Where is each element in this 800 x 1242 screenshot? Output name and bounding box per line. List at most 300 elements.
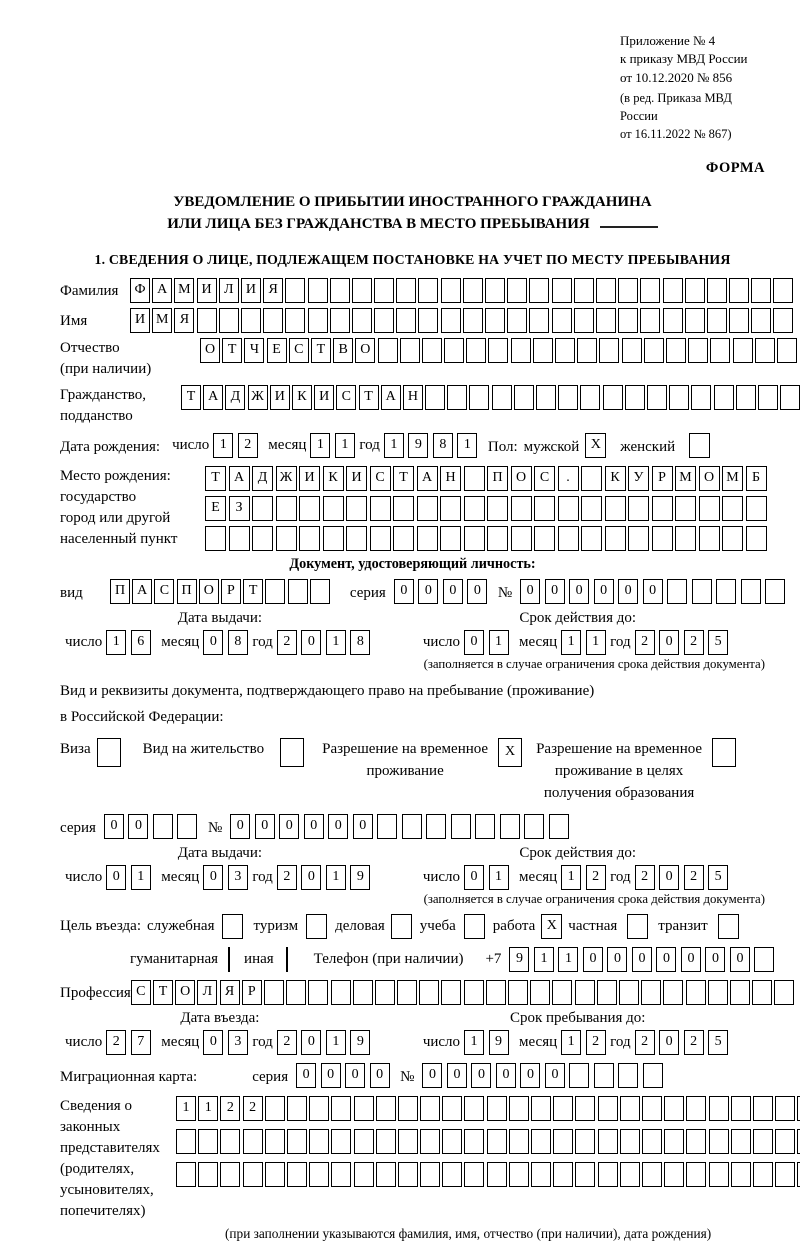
char-cell[interactable]: И	[241, 278, 261, 303]
checkbox-residence-permit[interactable]	[280, 738, 304, 767]
char-cell[interactable]	[552, 278, 572, 303]
char-cell[interactable]: С	[370, 466, 391, 491]
char-cell[interactable]	[400, 338, 420, 363]
char-cell[interactable]: А	[417, 466, 438, 491]
char-cell[interactable]: О	[199, 579, 219, 604]
checkbox-visa[interactable]	[97, 738, 121, 767]
char-cell[interactable]	[331, 1129, 351, 1154]
char-cell[interactable]	[699, 526, 720, 551]
char-cell[interactable]	[419, 980, 439, 1005]
char-cell[interactable]	[442, 1129, 462, 1154]
char-cell[interactable]	[686, 1162, 706, 1187]
char-cell[interactable]: 0	[730, 947, 750, 972]
char-cell[interactable]: 5	[708, 1030, 728, 1055]
char-cell[interactable]	[647, 385, 667, 410]
char-cell[interactable]	[531, 1162, 551, 1187]
char-cell[interactable]: 0	[418, 579, 438, 604]
char-cell[interactable]	[308, 308, 328, 333]
char-cell[interactable]	[620, 1129, 640, 1154]
char-cell[interactable]: 0	[321, 1063, 341, 1088]
char-cell[interactable]	[464, 1129, 484, 1154]
char-cell[interactable]	[596, 278, 616, 303]
char-cell[interactable]	[688, 338, 708, 363]
checkbox-purpose-tourism[interactable]	[306, 914, 327, 939]
char-cell[interactable]	[397, 980, 417, 1005]
char-cell[interactable]: 0	[632, 947, 652, 972]
char-cell[interactable]: С	[336, 385, 356, 410]
char-cell[interactable]: 1	[457, 433, 477, 458]
char-cell[interactable]: С	[534, 466, 555, 491]
char-cell[interactable]	[463, 308, 483, 333]
char-cell[interactable]	[708, 980, 728, 1005]
char-cell[interactable]	[753, 1096, 773, 1121]
char-cell[interactable]	[666, 338, 686, 363]
char-cell[interactable]	[553, 1096, 573, 1121]
char-cell[interactable]: 0	[345, 1063, 365, 1088]
checkbox-purpose-official[interactable]	[222, 914, 243, 939]
checkbox-purpose-private[interactable]	[627, 914, 648, 939]
char-cell[interactable]	[488, 338, 508, 363]
char-cell[interactable]	[442, 1162, 462, 1187]
char-cell[interactable]	[464, 526, 485, 551]
char-cell[interactable]	[628, 496, 649, 521]
char-cell[interactable]	[663, 980, 683, 1005]
char-cell[interactable]	[323, 526, 344, 551]
char-cell[interactable]: А	[229, 466, 250, 491]
char-cell[interactable]: 1	[310, 433, 330, 458]
char-cell[interactable]	[641, 980, 661, 1005]
char-cell[interactable]	[699, 496, 720, 521]
char-cell[interactable]	[603, 385, 623, 410]
char-cell[interactable]: Ф	[130, 278, 150, 303]
char-cell[interactable]	[663, 278, 683, 303]
char-cell[interactable]: 5	[708, 630, 728, 655]
char-cell[interactable]	[393, 496, 414, 521]
char-cell[interactable]: 1	[561, 630, 581, 655]
char-cell[interactable]	[310, 579, 330, 604]
char-cell[interactable]	[288, 579, 308, 604]
char-cell[interactable]	[198, 1162, 218, 1187]
char-cell[interactable]: 1	[561, 865, 581, 890]
char-cell[interactable]	[492, 385, 512, 410]
char-cell[interactable]	[331, 1162, 351, 1187]
char-cell[interactable]: 2	[586, 865, 606, 890]
char-cell[interactable]: О	[511, 466, 532, 491]
char-cell[interactable]	[426, 814, 446, 839]
char-cell[interactable]: 2	[277, 1030, 297, 1055]
char-cell[interactable]	[709, 1162, 729, 1187]
char-cell[interactable]	[441, 980, 461, 1005]
char-cell[interactable]: 2	[684, 865, 704, 890]
char-cell[interactable]: М	[722, 466, 743, 491]
char-cell[interactable]	[691, 385, 711, 410]
char-cell[interactable]	[752, 980, 772, 1005]
char-cell[interactable]	[393, 526, 414, 551]
char-cell[interactable]: 3	[228, 1030, 248, 1055]
char-cell[interactable]	[774, 980, 794, 1005]
char-cell[interactable]: 2	[635, 865, 655, 890]
char-cell[interactable]	[730, 980, 750, 1005]
char-cell[interactable]	[664, 1162, 684, 1187]
char-cell[interactable]	[729, 278, 749, 303]
char-cell[interactable]: 1	[558, 947, 578, 972]
char-cell[interactable]	[575, 1096, 595, 1121]
char-cell[interactable]	[524, 814, 544, 839]
char-cell[interactable]	[642, 1129, 662, 1154]
char-cell[interactable]	[716, 579, 736, 604]
char-cell[interactable]	[442, 1096, 462, 1121]
char-cell[interactable]: 2	[635, 630, 655, 655]
char-cell[interactable]	[464, 1162, 484, 1187]
char-cell[interactable]	[287, 1096, 307, 1121]
char-cell[interactable]: В	[333, 338, 353, 363]
char-cell[interactable]	[370, 526, 391, 551]
char-cell[interactable]	[552, 980, 572, 1005]
char-cell[interactable]: 2	[586, 1030, 606, 1055]
char-cell[interactable]	[418, 278, 438, 303]
char-cell[interactable]	[425, 385, 445, 410]
char-cell[interactable]	[507, 278, 527, 303]
char-cell[interactable]	[536, 385, 556, 410]
char-cell[interactable]	[398, 1162, 418, 1187]
char-cell[interactable]	[509, 1096, 529, 1121]
char-cell[interactable]: С	[131, 980, 151, 1005]
char-cell[interactable]: 0	[203, 865, 223, 890]
char-cell[interactable]	[396, 308, 416, 333]
char-cell[interactable]: 1	[335, 433, 355, 458]
char-cell[interactable]: 7	[131, 1030, 151, 1055]
char-cell[interactable]	[396, 278, 416, 303]
char-cell[interactable]	[581, 526, 602, 551]
char-cell[interactable]	[574, 308, 594, 333]
checkbox-purpose-business[interactable]	[391, 914, 412, 939]
char-cell[interactable]	[475, 814, 495, 839]
char-cell[interactable]	[376, 1096, 396, 1121]
char-cell[interactable]	[451, 814, 471, 839]
char-cell[interactable]	[220, 1129, 240, 1154]
char-cell[interactable]	[265, 1162, 285, 1187]
char-cell[interactable]: И	[346, 466, 367, 491]
char-cell[interactable]: 0	[464, 865, 484, 890]
char-cell[interactable]: 0	[659, 1030, 679, 1055]
char-cell[interactable]	[596, 308, 616, 333]
char-cell[interactable]	[354, 1096, 374, 1121]
char-cell[interactable]	[667, 579, 687, 604]
char-cell[interactable]	[685, 278, 705, 303]
char-cell[interactable]: 0	[545, 1063, 565, 1088]
char-cell[interactable]: 0	[705, 947, 725, 972]
char-cell[interactable]: 1	[464, 1030, 484, 1055]
char-cell[interactable]	[753, 1162, 773, 1187]
char-cell[interactable]	[529, 308, 549, 333]
char-cell[interactable]: 9	[350, 1030, 370, 1055]
char-cell[interactable]	[299, 496, 320, 521]
char-cell[interactable]	[500, 814, 520, 839]
char-cell[interactable]	[533, 338, 553, 363]
char-cell[interactable]	[466, 338, 486, 363]
char-cell[interactable]	[331, 1096, 351, 1121]
checkbox-female[interactable]	[689, 433, 710, 458]
char-cell[interactable]	[352, 278, 372, 303]
char-cell[interactable]: 0	[106, 865, 126, 890]
char-cell[interactable]: П	[177, 579, 197, 604]
char-cell[interactable]: 8	[350, 630, 370, 655]
char-cell[interactable]	[736, 385, 756, 410]
char-cell[interactable]	[422, 338, 442, 363]
char-cell[interactable]	[487, 496, 508, 521]
char-cell[interactable]	[664, 1096, 684, 1121]
char-cell[interactable]	[252, 526, 273, 551]
char-cell[interactable]: 0	[370, 1063, 390, 1088]
char-cell[interactable]: 1	[213, 433, 233, 458]
char-cell[interactable]: 2	[106, 1030, 126, 1055]
char-cell[interactable]: 0	[594, 579, 614, 604]
char-cell[interactable]: Д	[252, 466, 273, 491]
char-cell[interactable]	[420, 1096, 440, 1121]
char-cell[interactable]	[229, 526, 250, 551]
char-cell[interactable]	[598, 1129, 618, 1154]
char-cell[interactable]: А	[152, 278, 172, 303]
char-cell[interactable]: 1	[534, 947, 554, 972]
char-cell[interactable]: А	[203, 385, 223, 410]
char-cell[interactable]	[417, 526, 438, 551]
char-cell[interactable]	[643, 1063, 663, 1088]
char-cell[interactable]	[553, 1129, 573, 1154]
char-cell[interactable]: Т	[222, 338, 242, 363]
char-cell[interactable]: К	[605, 466, 626, 491]
char-cell[interactable]	[464, 466, 485, 491]
char-cell[interactable]: О	[699, 466, 720, 491]
char-cell[interactable]: А	[381, 385, 401, 410]
char-cell[interactable]: Л	[197, 980, 217, 1005]
char-cell[interactable]	[353, 980, 373, 1005]
char-cell[interactable]	[176, 1162, 196, 1187]
char-cell[interactable]	[652, 496, 673, 521]
char-cell[interactable]: Т	[359, 385, 379, 410]
char-cell[interactable]	[574, 278, 594, 303]
char-cell[interactable]: Т	[205, 466, 226, 491]
char-cell[interactable]	[675, 526, 696, 551]
char-cell[interactable]: 0	[422, 1063, 442, 1088]
char-cell[interactable]	[177, 814, 197, 839]
char-cell[interactable]	[620, 1096, 640, 1121]
char-cell[interactable]	[376, 1162, 396, 1187]
char-cell[interactable]	[642, 1162, 662, 1187]
char-cell[interactable]	[709, 1096, 729, 1121]
char-cell[interactable]	[197, 308, 217, 333]
char-cell[interactable]: Я	[220, 980, 240, 1005]
char-cell[interactable]	[775, 1162, 795, 1187]
checkbox-purpose-transit[interactable]	[718, 914, 739, 939]
char-cell[interactable]	[418, 308, 438, 333]
char-cell[interactable]	[354, 1129, 374, 1154]
char-cell[interactable]: Е	[267, 338, 287, 363]
char-cell[interactable]: 0	[203, 1030, 223, 1055]
char-cell[interactable]: 3	[228, 865, 248, 890]
char-cell[interactable]: И	[299, 466, 320, 491]
char-cell[interactable]: 9	[350, 865, 370, 890]
char-cell[interactable]	[176, 1129, 196, 1154]
char-cell[interactable]: Т	[311, 338, 331, 363]
char-cell[interactable]	[511, 338, 531, 363]
char-cell[interactable]: 0	[128, 814, 148, 839]
char-cell[interactable]	[628, 526, 649, 551]
char-cell[interactable]	[729, 308, 749, 333]
char-cell[interactable]: 1	[326, 1030, 346, 1055]
char-cell[interactable]	[642, 1096, 662, 1121]
char-cell[interactable]	[751, 278, 771, 303]
char-cell[interactable]	[775, 1096, 795, 1121]
char-cell[interactable]: И	[270, 385, 290, 410]
char-cell[interactable]	[219, 308, 239, 333]
char-cell[interactable]: Р	[652, 466, 673, 491]
char-cell[interactable]: 0	[255, 814, 275, 839]
char-cell[interactable]	[780, 385, 800, 410]
char-cell[interactable]	[618, 1063, 638, 1088]
char-cell[interactable]: 1	[326, 630, 346, 655]
char-cell[interactable]: 2	[635, 1030, 655, 1055]
char-cell[interactable]: 9	[509, 947, 529, 972]
char-cell[interactable]	[534, 526, 555, 551]
char-cell[interactable]: М	[174, 278, 194, 303]
char-cell[interactable]: 1	[326, 865, 346, 890]
char-cell[interactable]	[509, 1129, 529, 1154]
char-cell[interactable]	[618, 278, 638, 303]
char-cell[interactable]	[594, 1063, 614, 1088]
char-cell[interactable]: 0	[681, 947, 701, 972]
char-cell[interactable]	[487, 1129, 507, 1154]
char-cell[interactable]: 1	[489, 865, 509, 890]
char-cell[interactable]	[287, 1129, 307, 1154]
char-cell[interactable]	[531, 1096, 551, 1121]
char-cell[interactable]: З	[229, 496, 250, 521]
char-cell[interactable]	[285, 278, 305, 303]
char-cell[interactable]: 9	[408, 433, 428, 458]
char-cell[interactable]: 1	[198, 1096, 218, 1121]
char-cell[interactable]	[485, 308, 505, 333]
char-cell[interactable]	[352, 308, 372, 333]
char-cell[interactable]	[276, 496, 297, 521]
char-cell[interactable]: 0	[301, 865, 321, 890]
char-cell[interactable]	[605, 526, 626, 551]
char-cell[interactable]: 1	[586, 630, 606, 655]
char-cell[interactable]	[265, 1129, 285, 1154]
char-cell[interactable]	[220, 1162, 240, 1187]
char-cell[interactable]	[575, 980, 595, 1005]
char-cell[interactable]	[309, 1129, 329, 1154]
char-cell[interactable]	[507, 308, 527, 333]
char-cell[interactable]: П	[110, 579, 130, 604]
char-cell[interactable]	[285, 308, 305, 333]
char-cell[interactable]	[487, 1096, 507, 1121]
char-cell[interactable]: И	[130, 308, 150, 333]
char-cell[interactable]: 0	[643, 579, 663, 604]
char-cell[interactable]: С	[289, 338, 309, 363]
char-cell[interactable]	[553, 1162, 573, 1187]
char-cell[interactable]: 2	[238, 433, 258, 458]
char-cell[interactable]	[558, 385, 578, 410]
char-cell[interactable]: 1	[561, 1030, 581, 1055]
char-cell[interactable]	[464, 1096, 484, 1121]
char-cell[interactable]	[569, 1063, 589, 1088]
char-cell[interactable]: Т	[393, 466, 414, 491]
checkbox-purpose-other[interactable]	[286, 947, 288, 972]
char-cell[interactable]	[618, 308, 638, 333]
char-cell[interactable]	[508, 980, 528, 1005]
char-cell[interactable]: 9	[489, 1030, 509, 1055]
char-cell[interactable]	[555, 338, 575, 363]
char-cell[interactable]: 0	[520, 1063, 540, 1088]
char-cell[interactable]	[692, 579, 712, 604]
char-cell[interactable]	[487, 1162, 507, 1187]
char-cell[interactable]	[402, 814, 422, 839]
char-cell[interactable]	[265, 1096, 285, 1121]
char-cell[interactable]	[751, 308, 771, 333]
char-cell[interactable]	[758, 385, 778, 410]
char-cell[interactable]: 0	[471, 1063, 491, 1088]
char-cell[interactable]	[309, 1162, 329, 1187]
char-cell[interactable]	[198, 1129, 218, 1154]
char-cell[interactable]: 1	[176, 1096, 196, 1121]
char-cell[interactable]	[731, 1096, 751, 1121]
char-cell[interactable]	[417, 496, 438, 521]
char-cell[interactable]: К	[323, 466, 344, 491]
char-cell[interactable]	[765, 579, 785, 604]
char-cell[interactable]	[323, 496, 344, 521]
char-cell[interactable]: Ж	[248, 385, 268, 410]
char-cell[interactable]: .	[558, 466, 579, 491]
char-cell[interactable]	[511, 526, 532, 551]
char-cell[interactable]	[575, 1129, 595, 1154]
char-cell[interactable]: Н	[440, 466, 461, 491]
char-cell[interactable]: 0	[659, 865, 679, 890]
char-cell[interactable]	[686, 1096, 706, 1121]
char-cell[interactable]: М	[675, 466, 696, 491]
char-cell[interactable]	[374, 278, 394, 303]
char-cell[interactable]	[299, 526, 320, 551]
char-cell[interactable]: 0	[496, 1063, 516, 1088]
char-cell[interactable]	[640, 278, 660, 303]
char-cell[interactable]: 0	[545, 579, 565, 604]
char-cell[interactable]	[580, 385, 600, 410]
char-cell[interactable]	[754, 947, 774, 972]
char-cell[interactable]	[531, 1129, 551, 1154]
char-cell[interactable]: 0	[467, 579, 487, 604]
char-cell[interactable]: К	[292, 385, 312, 410]
char-cell[interactable]	[241, 308, 261, 333]
char-cell[interactable]	[552, 308, 572, 333]
char-cell[interactable]	[710, 338, 730, 363]
char-cell[interactable]	[265, 579, 285, 604]
checkbox-temp-residence[interactable]: X	[498, 738, 522, 767]
char-cell[interactable]	[511, 496, 532, 521]
char-cell[interactable]	[619, 980, 639, 1005]
char-cell[interactable]: 0	[230, 814, 250, 839]
char-cell[interactable]: 1	[131, 865, 151, 890]
checkbox-purpose-work[interactable]: X	[541, 914, 562, 939]
char-cell[interactable]: 0	[618, 579, 638, 604]
char-cell[interactable]	[581, 496, 602, 521]
char-cell[interactable]	[534, 496, 555, 521]
char-cell[interactable]	[308, 980, 328, 1005]
char-cell[interactable]	[686, 980, 706, 1005]
char-cell[interactable]: 0	[301, 1030, 321, 1055]
char-cell[interactable]	[487, 526, 508, 551]
char-cell[interactable]	[597, 980, 617, 1005]
char-cell[interactable]	[440, 496, 461, 521]
char-cell[interactable]	[243, 1162, 263, 1187]
char-cell[interactable]	[577, 338, 597, 363]
